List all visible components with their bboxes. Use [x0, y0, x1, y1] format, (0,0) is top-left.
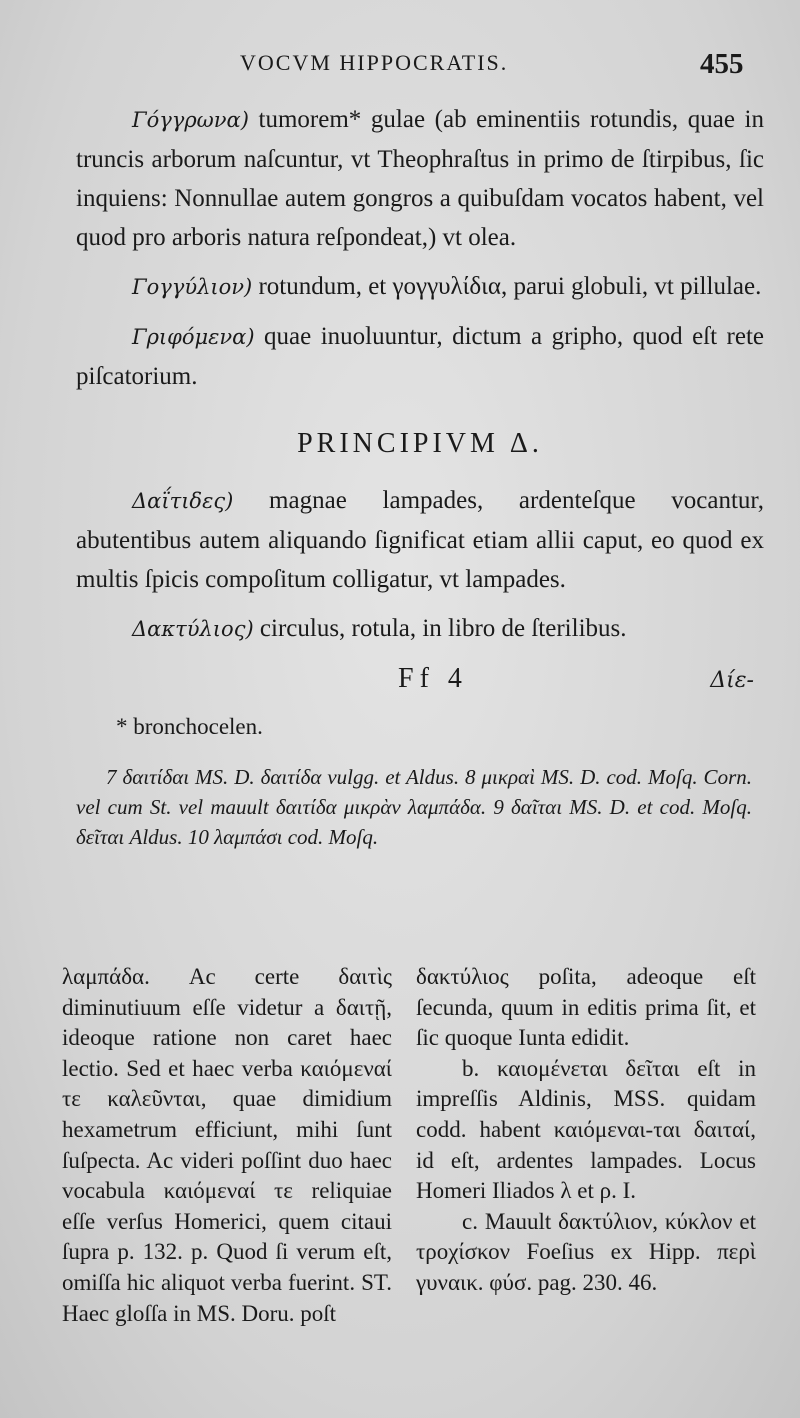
commentary-right-column: [416, 962, 756, 1299]
signature-line: [76, 659, 764, 699]
entry-text: quae inuoluuntur, dictum a gripho, quod eſt rete piſcatorium.: [76, 323, 764, 390]
commentary-paragraph: c. Mauult δακτύλιον, κύκλον et τροχίσκον Foeſius ex Hipp. περὶ γυναικ. φύσ. pag. 230. 46.: [416, 1208, 756, 1295]
entry-lemma: Γριφόμενα): [132, 325, 255, 349]
main-text: [76, 100, 764, 852]
footnote-star: * bronchocelen.: [116, 714, 263, 739]
entry-lemma: Γόγγρωνα): [132, 108, 249, 132]
entry-gongylion: [76, 267, 764, 307]
page-number: 455: [700, 48, 744, 80]
section-title: PRINCIPIVM Δ.: [297, 428, 543, 459]
signature-mark: Ff 4: [398, 663, 468, 694]
entry-lemma: Γογγύλιον): [132, 275, 253, 299]
entry-griphomena: [76, 317, 764, 396]
entry-text: circulus, rotula, in libro de ſterilibus.: [253, 615, 627, 642]
running-head: VOCVM HIPPOCRATIS.: [240, 50, 509, 75]
catchword: Δίε-: [710, 668, 754, 693]
commentary-paragraph: λαμπάδα. Ac certe δαιτὶς diminutiuum eſſe videtur a δαιτῇ, ideoque ratione non caret haec lectio. Sed et haec verba καιόμεναί τε καλεῦνται, quae dimidium hexametrum efficiunt, mihi ſunt ſuſpecta. Ac videri poſſint duo haec vocabula καιόμεναί τε reliquiae eſſe verſus Homerici, quem citaui ſupra p. 132. p. Quod ſi verum eſt, omiſſa hic aliquot verba fuerint. ST. Haec gloſſa in MS. Doru. poſt: [62, 964, 392, 1326]
variant-readings: 7 δαιτίδαι MS. D. δαιτίδα vulgg. et Aldus. 8 μικραὶ MS. D. cod. Moſq. Corn. vel cum St. vel mauult δαιτίδα μικρὰν λαμπάδα. 9 δαῖται MS. D. et cod. Moſq. δεῖται Aldus. 10 λαμπάσι cod. Moſq.: [76, 765, 752, 849]
entry-gongrona: [76, 100, 764, 257]
commentary-paragraph: δακτύλιος poſita, adeoque eſt ſecunda, quum in editis prima ſit, et ſic quoque Iunta edidit.: [416, 964, 756, 1051]
entry-text: rotundum, et γογγυλίδια, parui globuli, vt pillulae.: [252, 273, 762, 300]
entry-daitides: [76, 481, 764, 599]
page-header: [0, 50, 800, 90]
entry-lemma: Δακτύλιος): [132, 617, 254, 641]
commentary-paragraph: b. καιομένεται δεῖται eſt in impreſſis Aldinis, MSS. quidam codd. habent καιόμεναι-ται δαιταί, id eſt, ardentes lampades. Locus Homeri Iliados λ et ρ. I.: [416, 1055, 756, 1204]
commentary-left-column: [62, 962, 392, 1329]
entry-text: tumorem* gulae (ab eminentiis rotundis, quae in truncis arborum naſcuntur, vt Theophraſtus in primo de ſtirpibus, ſic inquiens: Nonnullae autem gongros a quibuſdam vocatos habent, vel quod pro arboris natura reſpondeat,) vt olea.: [76, 106, 764, 251]
entry-lemma: Δαΐτιδες): [132, 489, 234, 513]
entry-text: magnae lampades, ardenteſque vocantur, abutentibus autem aliquando ſignificat etiam allii caput, eo quod ex multis ſpicis compoſitum colligatur, vt lampades.: [76, 487, 764, 593]
entry-daktylios: [76, 609, 764, 649]
